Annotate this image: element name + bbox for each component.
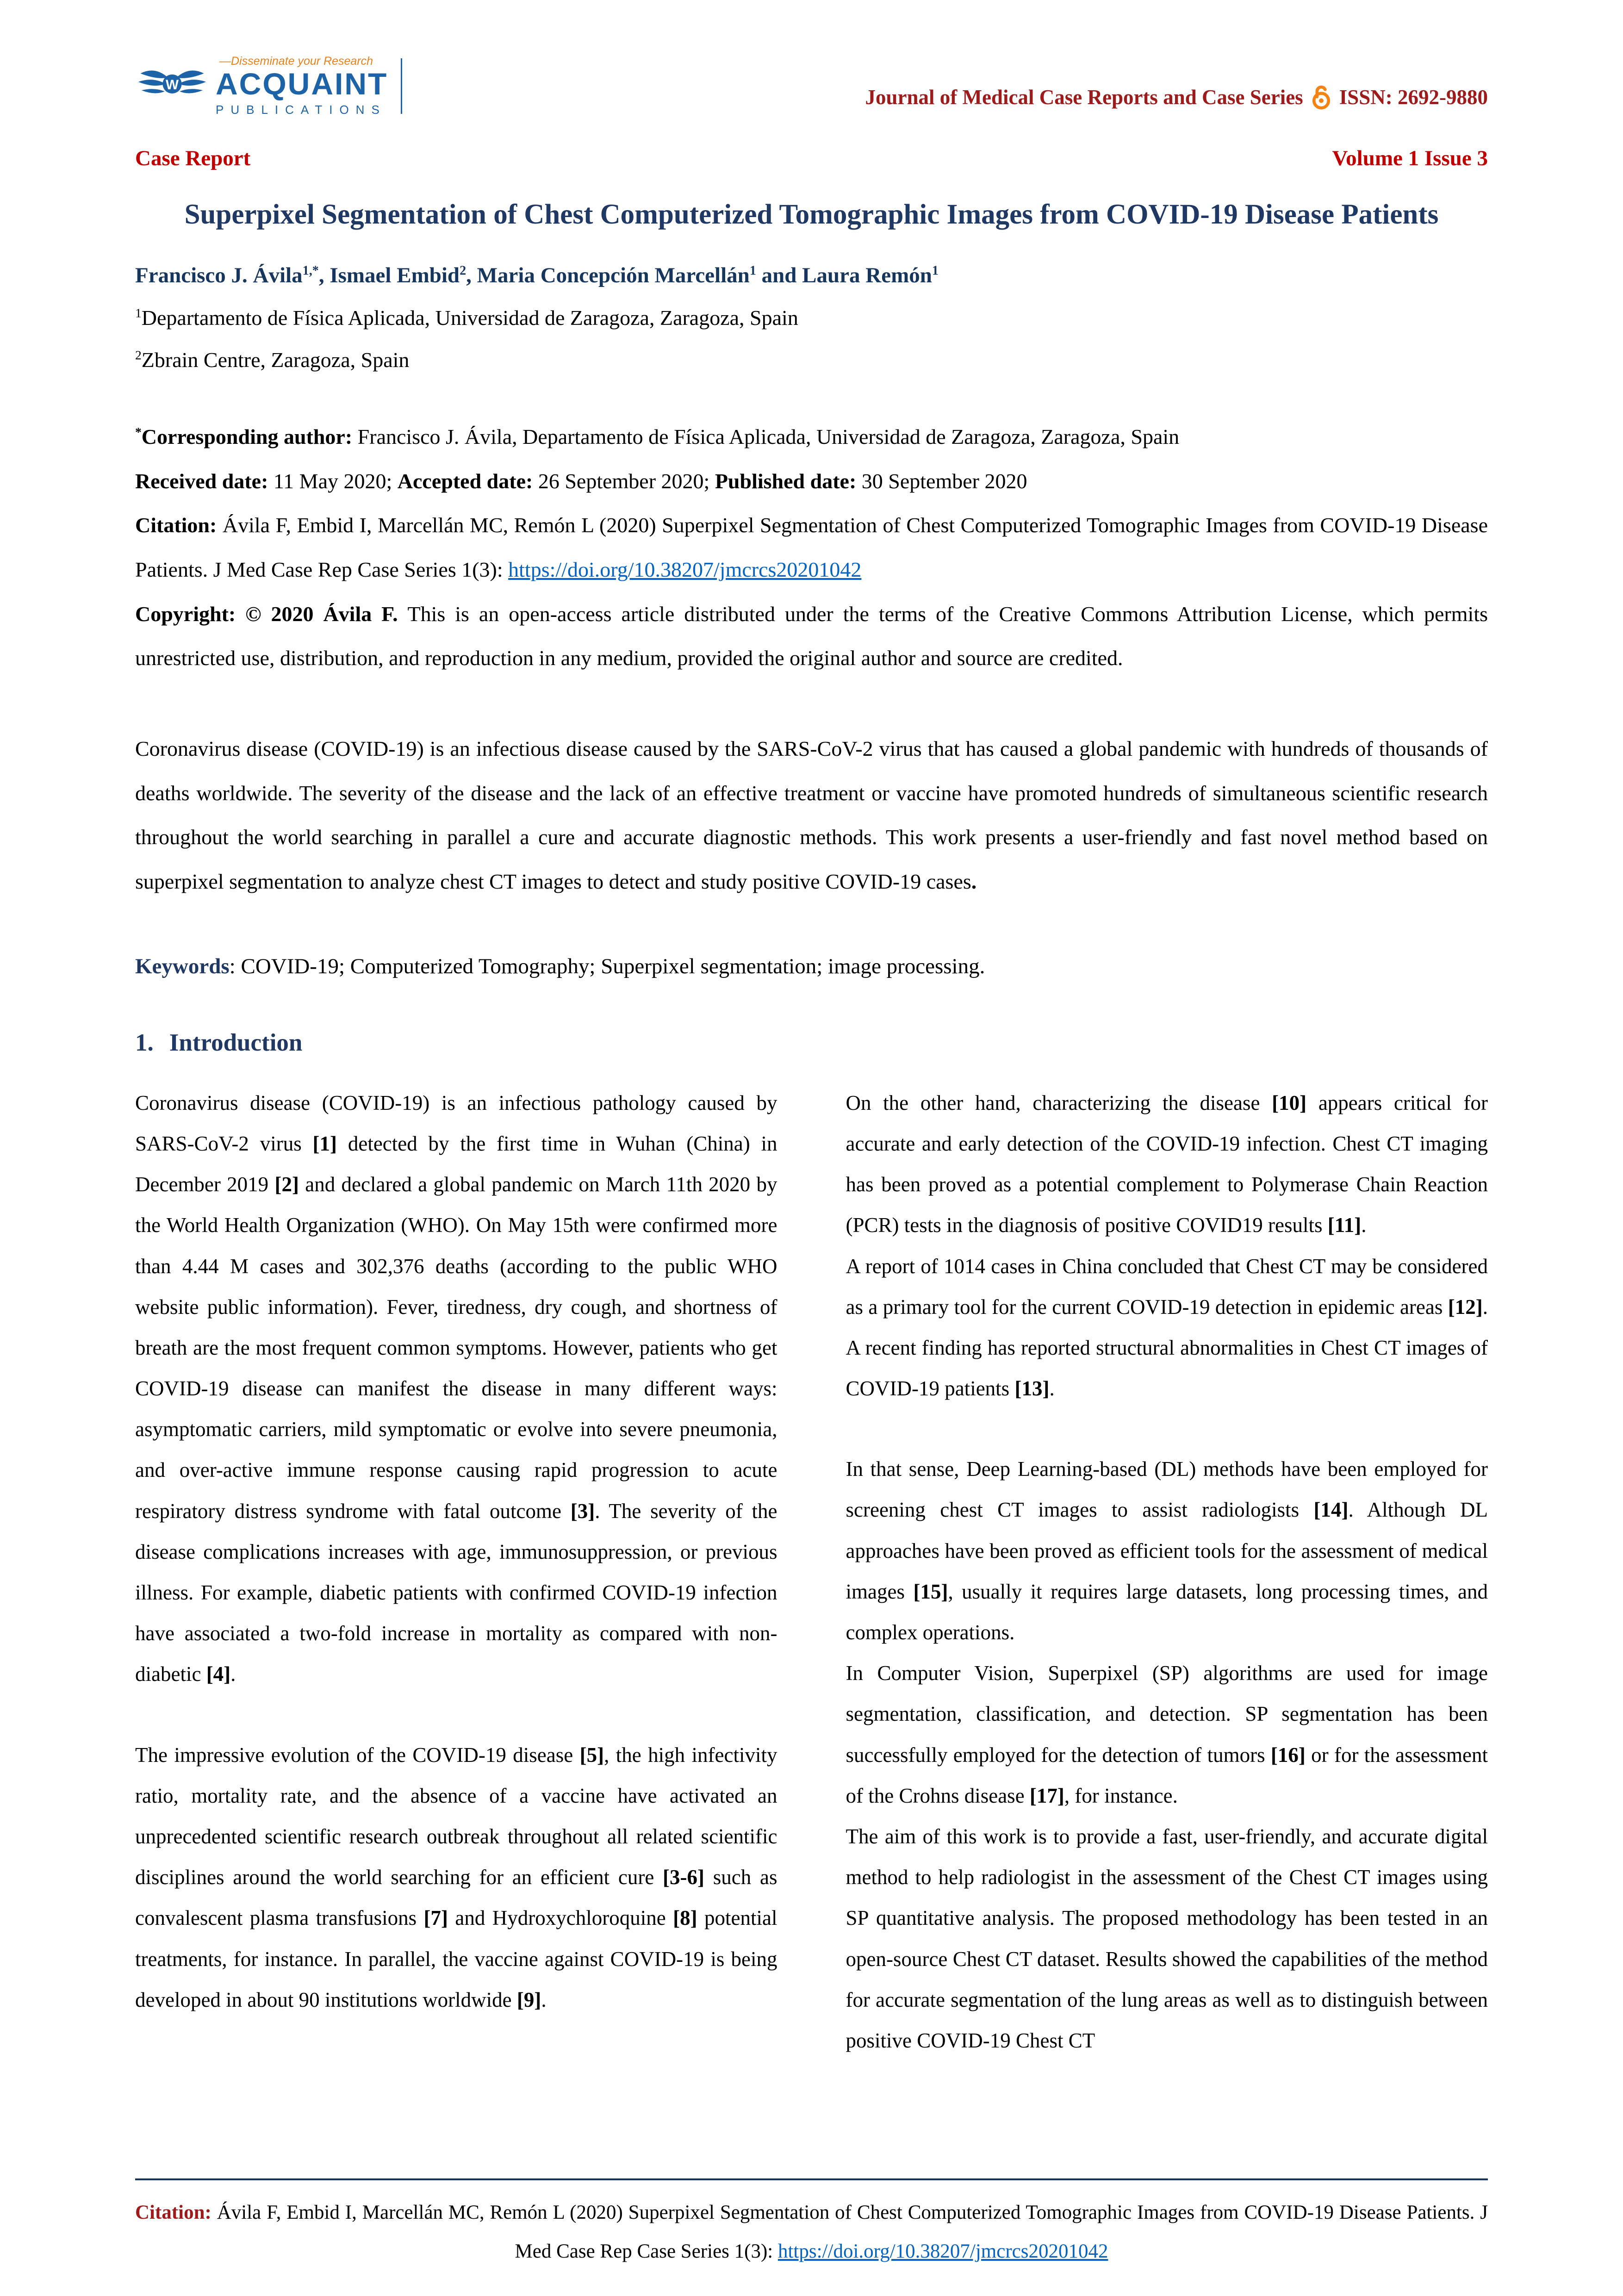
text-run: . The severity of the disease complications increases with age, immunosuppression, or previous illness. For example, diabetic patients with confirmed COVID-19 infection have associated a two-fold increase in mortality as compared with non-diabetic: [135, 1499, 777, 1686]
text-run: [14]: [1313, 1498, 1349, 1522]
volume-issue-label: Volume 1 Issue 3: [1332, 146, 1488, 171]
keywords-line: [135, 954, 1488, 979]
text-run: Citation:: [135, 513, 223, 537]
citation-line: [135, 503, 1488, 591]
svg-text:W: W: [165, 77, 179, 93]
text-run: such as convalescent plasma transfusions: [135, 1866, 777, 1930]
section-heading-introduction: [135, 1029, 1488, 1057]
text-run: 1,*: [302, 263, 319, 278]
intro-paragraph: [135, 1083, 777, 1695]
section-label: Introduction: [169, 1029, 303, 1056]
affiliation-1: [135, 305, 1488, 330]
logo-name: ACQUAINT: [216, 67, 388, 101]
text-run: .: [541, 1988, 547, 2011]
text-run: and Hydroxychloroquine: [448, 1906, 673, 1930]
text-run: [9]: [516, 1988, 541, 2011]
text-run: This is an open-access article distributed under the terms of the Creative Commons Attribution License, which permits unrestricted use, distribution, and reproduction in any medium, provided the original author and source are credited.: [135, 602, 1488, 670]
dates-line: [135, 459, 1488, 504]
text-run: 1: [932, 263, 939, 278]
affiliation-2: [135, 348, 1488, 372]
text-run: 30 September 2020: [861, 469, 1027, 493]
journal-title: Journal of Medical Case Reports and Case Series: [865, 86, 1303, 109]
text-run: , for instance.: [1064, 1784, 1178, 1807]
text-run: [3-6]: [663, 1866, 705, 1889]
text-run: Coronavirus disease (COVID-19) is an infectious disease caused by the SARS-CoV-2 virus that has caused a global pandemic with hundreds of thousands of deaths worldwide. The severity of the disease and the lack of an effective treatment or vaccine have promoted hundreds of simultaneous scientific research throughout the world searching in parallel a cure and accurate diagnostic methods. This work presents a user-friendly and fast novel method based on superpixel segmentation to analyze chest CT images to detect and study positive COVID-19 cases: [135, 737, 1488, 894]
text-run: [15]: [913, 1580, 948, 1603]
text-run: The impressive evolution of the COVID-19 disease: [135, 1743, 580, 1767]
intro-paragraph: [846, 1653, 1488, 1816]
intro-paragraph: [846, 1246, 1488, 1409]
text-run: 1: [749, 263, 756, 278]
text-run: Accepted date:: [397, 469, 538, 493]
text-run: On the other hand, characterizing the disease: [846, 1091, 1272, 1114]
text-run: . Although DL approaches have been proved as efficient tools for the assessment of medical images: [846, 1498, 1488, 1603]
section-number: 1.: [135, 1029, 154, 1056]
left-column: [135, 1083, 777, 2061]
text-run: [17]: [1029, 1784, 1064, 1807]
page-header: [135, 55, 1488, 117]
text-run: [10]: [1272, 1091, 1307, 1114]
authors-line: [135, 263, 1488, 288]
page-footer: [135, 2178, 1488, 2271]
text-run: Corresponding author:: [141, 425, 358, 449]
acquaint-wings-icon: [135, 65, 209, 107]
text-run: : COVID-19; Computerized Tomography; Superpixel segmentation; image processing.: [229, 954, 985, 978]
text-run: [8]: [673, 1906, 697, 1930]
footer-citation: [135, 2193, 1488, 2271]
text-run: .: [971, 870, 977, 894]
text-run: A report of 1014 cases in China concluded that Chest CT may be considered as a primary tool for the current COVID-19 detection in epidemic areas: [846, 1254, 1488, 1319]
logo-subtitle: PUBLICATIONS: [216, 103, 386, 117]
doi-link[interactable]: https://doi.org/10.38207/jmcrcs20201042: [777, 2240, 1108, 2263]
text-run: [11]: [1327, 1213, 1362, 1237]
text-run: In that sense, Deep Learning-based (DL) methods have been employed for screening chest CT images to assist radiologists: [846, 1457, 1488, 1522]
text-run: detected by the first time in Wuhan (China) in December 2019: [135, 1132, 777, 1196]
text-run: Copyright: © 2020 Ávila F.: [135, 602, 408, 626]
text-run: and Laura Remón: [756, 263, 932, 288]
text-run: [4]: [206, 1662, 231, 1686]
text-run: Published date:: [715, 469, 862, 493]
text-run: [13]: [1014, 1377, 1050, 1400]
logo-text: [216, 55, 388, 117]
issn-label: ISSN: 2692-9880: [1339, 86, 1488, 109]
article-type-label: Case Report: [135, 146, 251, 171]
text-run: .: [1361, 1213, 1367, 1237]
text-run: 2: [460, 263, 466, 278]
text-run: .: [1049, 1377, 1055, 1400]
text-run: Ávila F, Embid I, Marcellán MC, Remón L (2020) Superpixel Segmentation of Chest Computerized Tomographic Images from COVID-19 Disease Patients. J Med Case Rep Case Series 1(3):: [217, 2202, 1488, 2263]
text-run: and declared a global pandemic on March 11th 2020 by the World Health Organization (WHO). On May 15th were confirmed more than 4.44 M cases and 302,376 deaths (according to the public WHO website public information). Fever, tiredness, dry cough, and shortness of breath are the most frequent common symptoms. However, patients who get COVID-19 disease can manifest the disease in many different ways: asymptomatic carriers, mild symptomatic or evolve into severe pneumonia, and over-active immune response causing rapid progression to acute respiratory distress syndrome with fatal outcome: [135, 1173, 777, 1523]
text-run: The aim of this work is to provide a fast, user-friendly, and accurate digital method to help radiologist in the assessment of the Chest CT images using SP quantitative analysis. The proposed methodology has been tested in an open-source Chest CT dataset. Results showed the capabilities of the method for accurate segmentation of the lung areas as well as to distinguish between positive COVID-19 Chest CT: [846, 1824, 1488, 2052]
front-matter: [135, 415, 1488, 680]
text-run: 1: [135, 305, 142, 320]
intro-paragraph: [846, 1449, 1488, 1653]
text-run: Received date:: [135, 469, 274, 493]
publisher-logo: [135, 55, 402, 117]
text-run: appears critical for accurate and early detection of the COVID-19 infection. Chest CT imaging has been proved as a potential complement to Polymerase Chain Reaction (PCR) tests in the diagnosis of positive COVID19 results: [846, 1091, 1488, 1237]
text-run: [1]: [312, 1132, 337, 1155]
text-run: Departamento de Física Aplicada, Universidad de Zaragoza, Zaragoza, Spain: [141, 306, 798, 330]
journal-line: [865, 84, 1488, 117]
text-run: .: [230, 1662, 236, 1686]
text-run: [12]: [1448, 1295, 1483, 1319]
text-run: [5]: [579, 1743, 604, 1767]
intro-paragraph: [846, 1816, 1488, 2061]
text-run: [3]: [570, 1499, 595, 1523]
open-access-icon: [1310, 84, 1333, 111]
text-run: Coronavirus disease (COVID-19) is an infectious pathology caused by SARS-CoV-2 virus: [135, 1091, 777, 1155]
meta-row: [135, 146, 1488, 171]
text-run: [16]: [1270, 1743, 1306, 1767]
text-run: Ávila F, Embid I, Marcellán MC, Remón L (2020) Superpixel Segmentation of Chest Computerized Tomographic Images from COVID-19 Disease Patients. J Med Case Rep Case Series 1(3):: [135, 513, 1488, 582]
text-run: Francisco J. Ávila: [135, 263, 303, 288]
text-run: . A recent finding has reported structural abnormalities in Chest CT images of COVID-19 patients: [846, 1295, 1488, 1400]
text-run: or for the assessment of the Crohns disease: [846, 1743, 1488, 1807]
text-run: *: [135, 424, 142, 439]
text-run: Keywords: [135, 954, 230, 978]
right-column: [846, 1083, 1488, 2061]
text-run: 11 May 2020;: [273, 469, 398, 493]
copyright-line: [135, 592, 1488, 680]
text-run: 2: [135, 348, 142, 362]
text-run: Francisco J. Ávila, Departamento de Física Aplicada, Universidad de Zaragoza, Zaragoza, Spain: [357, 425, 1180, 449]
text-run: 26 September 2020;: [538, 469, 715, 493]
text-run: , Maria Concepción Marcellán: [466, 263, 750, 288]
intro-paragraph: [135, 1735, 777, 2020]
text-run: , Ismael Embid: [318, 263, 460, 288]
doi-link[interactable]: https://doi.org/10.38207/jmcrcs20201042: [508, 558, 862, 582]
intro-paragraph: [846, 1083, 1488, 1246]
corresponding-author-line: [135, 415, 1488, 459]
text-run: [2]: [274, 1173, 299, 1196]
text-run: , usually it requires large datasets, long processing times, and complex operations.: [846, 1580, 1488, 1644]
text-run: Citation:: [135, 2202, 217, 2224]
text-run: In Computer Vision, Superpixel (SP) algorithms are used for image segmentation, classification, and detection. SP segmentation has been successfully employed for the detection of tumors: [846, 1661, 1488, 1767]
text-run: potential treatments, for instance. In parallel, the vaccine against COVID-19 is being developed in about 90 institutions worldwide: [135, 1906, 777, 2011]
article-title: Superpixel Segmentation of Chest Computerized Tomographic Images from COVID-19 Disease Patients: [184, 199, 1439, 230]
two-column-body: [135, 1083, 1488, 2061]
logo-tagline: —Disseminate your Research: [219, 55, 373, 68]
text-run: , the high infectivity ratio, mortality rate, and the absence of a vaccine have activated an unprecedented scientific research outbreak throughout all related scientific disciplines around the world searching for an efficient cure: [135, 1743, 777, 1889]
text-run: [7]: [423, 1906, 448, 1930]
logo-divider: [401, 58, 402, 114]
text-run: Zbrain Centre, Zaragoza, Spain: [141, 348, 410, 372]
abstract-paragraph: [135, 727, 1488, 904]
